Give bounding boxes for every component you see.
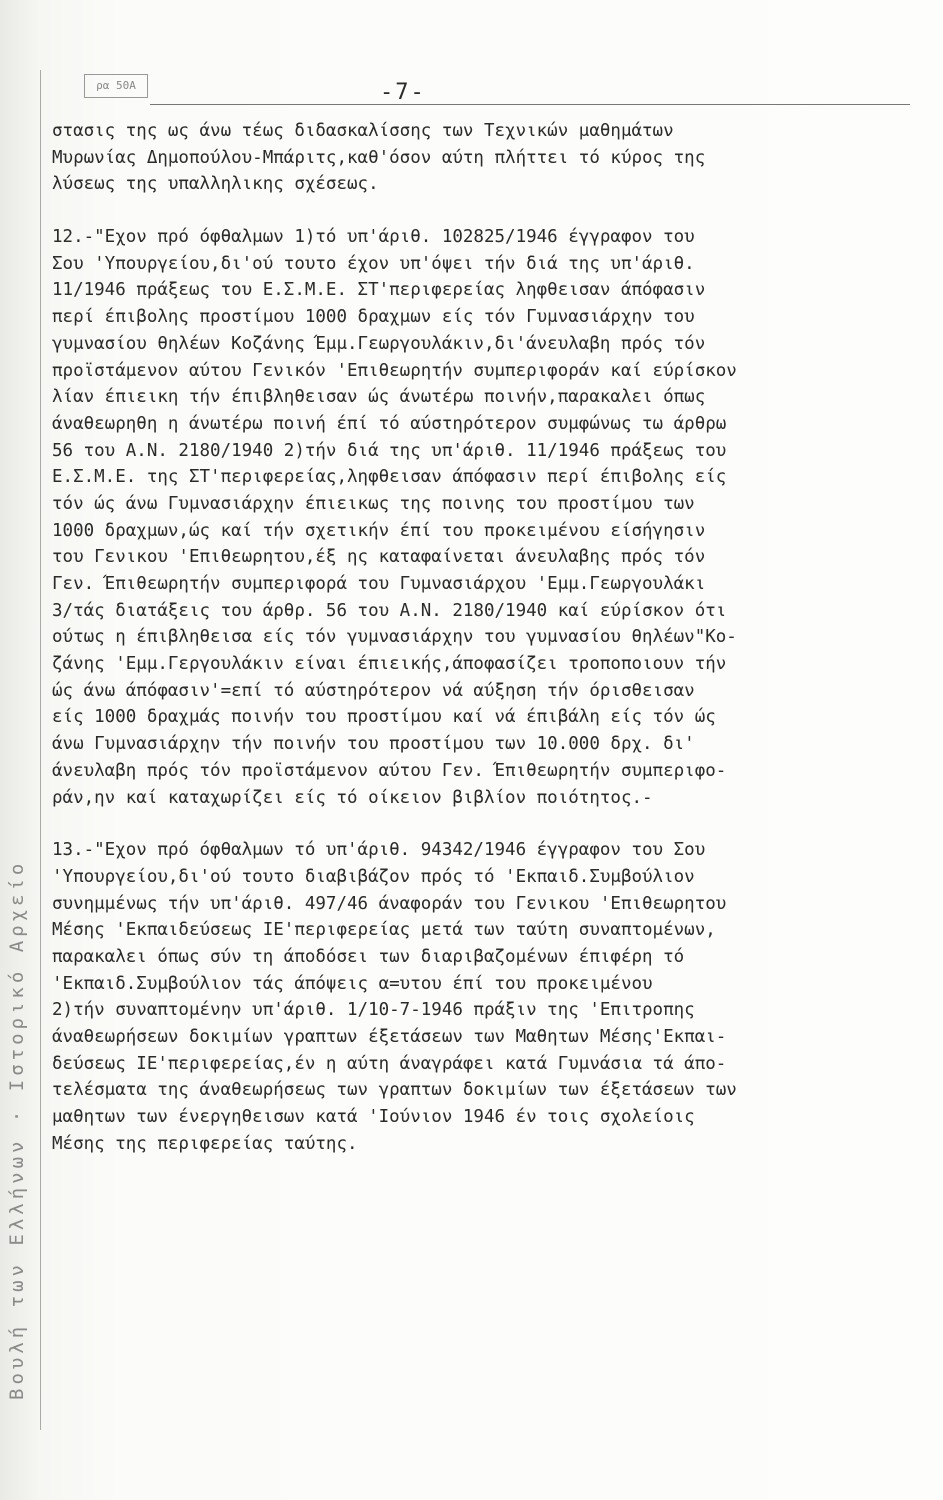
paragraph-gap xyxy=(52,198,922,224)
text-line: 3/τάς διατάξεις του άρθρ. 56 του Α.Ν. 2180/1940 καί εύρίσκον ότι xyxy=(52,600,727,621)
margin-vertical-text: Βουλή των Ελλήνων · Ιστορικό Αρχείο xyxy=(6,859,28,1400)
document-body xyxy=(52,118,922,1157)
text-line: 56 του Α.Ν. 2180/1940 2)τήν διά της υπ'άριθ. 11/1946 πράξεως του xyxy=(52,440,727,461)
text-line: ώς άνω άπόφασιν'=επί τό αύστηρότερον νά αύξηση τήν όρισθεισαν xyxy=(52,680,695,701)
text-line: γυμνασίου θηλέων Κοζάνης Έμμ.Γεωργουλάκιν,δι'άνευλαβη πρός τόν xyxy=(52,333,706,354)
text-line: λύσεως της υπαλληλικης σχέσεως. xyxy=(52,174,379,195)
text-line: άνευλαβη πρός τόν προϊστάμενον αύτου Γεν. Έπιθεωρητήν συμπεριφο- xyxy=(52,760,727,781)
text-line: άναθεωρηθη η άνωτέρω ποινή έπί τό αύστηρότερον συμφώνως τω άρθρω xyxy=(52,413,727,434)
text-line: προϊστάμενον αύτου Γενικόν 'Επιθεωρητήν συμπεριφοράν καί εύρίσκον xyxy=(52,360,737,381)
text-line: ούτως η έπιβληθεισα είς τόν γυμνασιάρχην του γυμνασίου θηλέων"Κο- xyxy=(52,627,737,648)
text-line: του Γενικου 'Επιθεωρητου,έξ ης καταφαίνεται άνευλαβης πρός τόν xyxy=(52,547,706,568)
text-line: Γεν. Έπιθεωρητήν συμπεριφορά του Γυμνασιάρχου 'Εμμ.Γεωργουλάκι xyxy=(52,574,706,594)
text-line: άνω Γυμνασιάρχην τήν ποινήν του προστίμου των 10.000 δρχ. δι' xyxy=(52,734,695,755)
paragraph xyxy=(52,837,922,1157)
text-line: Ε.Σ.Μ.Ε. της ΣΤ'περιφερείας,ληφθεισαν άπόφασιν περί έπιβολης είς xyxy=(52,467,727,488)
header-rule xyxy=(150,104,910,105)
text-line: περί έπιβολης προστίμου 1000 δραχμων είς τόν Γυμνασιάρχην του xyxy=(52,307,695,328)
text-line: συνημμένως τήν υπ'άριθ. 497/46 άναφοράν του Γενικου 'Επιθεωρητου xyxy=(52,893,727,914)
text-line: είς 1000 δραχμάς ποινήν του προστίμου καί νά έπιβάλη είς τόν ώς xyxy=(52,707,716,728)
page-number: -7- xyxy=(380,80,426,105)
text-line: Μυρωνίας Δημοπούλου-Μπάριτς,καθ'όσον αύτη πλήττει τό κύρος της xyxy=(52,147,706,168)
text-line: Σου 'Υπουργείου,δι'ού τουτο έχον υπ'όψει τήν διά της υπ'άριθ. xyxy=(52,253,695,274)
text-line: 'Υπουργείου,δι'ού τουτο διαβιβάζον πρός τό 'Εκπαιδ.Συμβούλιον xyxy=(52,866,695,887)
text-line: 11/1946 πράξεως του Ε.Σ.Μ.Ε. ΣΤ'περιφερείας ληφθεισαν άπόφασιν xyxy=(52,280,706,301)
paragraph xyxy=(52,224,922,811)
text-line: λίαν έπιεικη τήν έπιβληθεισαν ώς άνωτέρω ποινήν,παρακαλει όπως xyxy=(52,387,706,408)
paragraph xyxy=(52,118,922,198)
text-line: 1000 δραχμων,ώς καί τήν σχετικήν έπί του προκειμένου είσήγησιν xyxy=(52,520,706,541)
text-line: στασις της ως άνω τέως διδασκαλίσσης των Τεχνικών μαθημάτων xyxy=(52,121,674,141)
text-line: 12.-"Εχον πρό όφθαλμων 1)τό υπ'άριθ. 102825/1946 έγγραφον του xyxy=(52,227,695,248)
text-line: Μέσης της περιφερείας ταύτης. xyxy=(52,1133,358,1154)
text-line: μαθητων των ένεργηθεισων κατά 'Ιούνιον 1946 έν τοις σχολείοις xyxy=(52,1107,695,1128)
text-line: Μέσης 'Εκπαιδεύσεως ΙΕ'περιφερείας μετά των ταύτη συναπτομένων, xyxy=(52,920,716,941)
text-line: τόν ώς άνω Γυμνασιάρχην έπιεικως της ποινης του προστίμου των xyxy=(52,493,695,514)
text-line: 13.-"Εχον πρό όφθαλμων τό υπ'άριθ. 94342/1946 έγγραφον του Σου xyxy=(52,840,706,861)
text-line: 'Εκπαιδ.Συμβούλιον τάς άπόψεις α=υτου έπί του προκειμένου xyxy=(52,973,653,994)
text-line: 2)τήν συναπτομένην υπ'άριθ. 1/10-7-1946 πράξιν της 'Επιτροπης xyxy=(52,1000,695,1021)
text-line: άναθεωρήσεων δοκιμίων γραπτων έξετάσεων των Μαθητων Μέσης'Εκπαι- xyxy=(52,1027,727,1047)
text-line: παρακαλει όπως σύν τη άποδόσει των διαριβαζομένων έπιφέρη τό xyxy=(52,946,685,967)
text-line: ράν,ην καί καταχωρίζει είς τό οίκειον βιβλίον ποιότητος.- xyxy=(52,787,653,808)
paragraph-gap xyxy=(52,811,922,837)
text-line: ζάνης 'Εμμ.Γεργουλάκιν είναι έπιεικής,άποφασίζει τροποποιουν τήν xyxy=(52,654,727,675)
corner-stamp: ρα 50Α xyxy=(84,74,148,98)
text-line: δεύσεως ΙΕ'περιφερείας,έν η αύτη άναγράφει κατά Γυμνάσια τά άπο- xyxy=(52,1053,727,1074)
text-line: τελέσματα της άναθεωρήσεως των γραπτων δοκιμίων των έξετάσεων των xyxy=(52,1080,737,1101)
margin-line xyxy=(40,70,41,1430)
